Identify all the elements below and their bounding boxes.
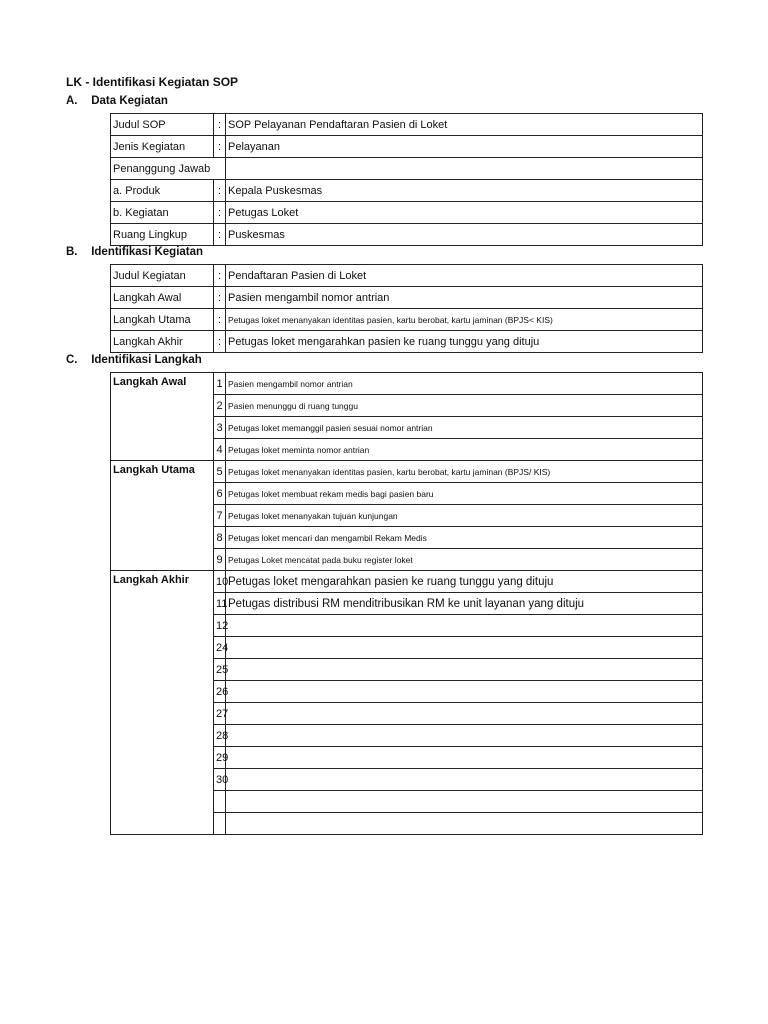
step-number: 26 [214, 681, 226, 703]
row-value: Pasien mengambil nomor antrian [226, 287, 703, 309]
table-row [111, 287, 703, 309]
step-number: 12 [214, 615, 226, 637]
page-title: LK - Identifikasi Kegiatan SOP [66, 75, 239, 89]
table-row [111, 114, 703, 136]
row-label: Penanggung Jawab [111, 158, 226, 180]
colon-separator: : [214, 180, 226, 202]
row-label: Langkah Akhir [111, 331, 214, 353]
step-number: 11 [214, 593, 226, 615]
section-a-letter: A. [66, 95, 78, 107]
step-number: 6 [214, 483, 226, 505]
table-row [111, 224, 703, 246]
step-text [226, 615, 703, 637]
row-value: Petugas loket menanyakan identitas pasien, kartu berobat, kartu jaminan (BPJS< KIS) [226, 309, 703, 331]
row-label: b. Kegiatan [111, 202, 214, 224]
step-number [214, 791, 226, 813]
row-value: SOP Pelayanan Pendaftaran Pasien di Loket [226, 114, 703, 136]
step-text: Pasien mengambil nomor antrian [226, 373, 703, 395]
colon-separator: : [214, 114, 226, 136]
table-row [111, 331, 703, 353]
step-number: 24 [214, 637, 226, 659]
row-value: Kepala Puskesmas [226, 180, 703, 202]
row-value [226, 158, 703, 180]
stage-langkah-akhir: Langkah Akhir [111, 571, 214, 835]
step-text: Petugas loket memanggil pasien sesuai nomor antrian [226, 417, 703, 439]
data-kegiatan-table [110, 113, 703, 246]
table-row [111, 265, 703, 287]
step-text [226, 681, 703, 703]
row-label: Judul Kegiatan [111, 265, 214, 287]
step-text [226, 637, 703, 659]
step-number: 9 [214, 549, 226, 571]
step-text: Petugas loket menanyakan tujuan kunjungan [226, 505, 703, 527]
section-c-letter: C. [66, 354, 78, 366]
step-number: 8 [214, 527, 226, 549]
step-number: 3 [214, 417, 226, 439]
step-text: Petugas loket membuat rekam medis bagi pasien baru [226, 483, 703, 505]
step-number: 28 [214, 725, 226, 747]
row-value: Petugas Loket [226, 202, 703, 224]
colon-separator: : [214, 309, 226, 331]
table-row [111, 202, 703, 224]
identifikasi-kegiatan-table [110, 264, 703, 353]
step-number [214, 813, 226, 835]
colon-separator: : [214, 287, 226, 309]
step-number: 2 [214, 395, 226, 417]
step-text [226, 725, 703, 747]
table-row [111, 571, 703, 593]
table-row [111, 158, 703, 180]
step-text: Petugas distribusi RM menditribusikan RM ke unit layanan yang dituju [226, 593, 703, 615]
table-row [111, 373, 703, 395]
step-text: Petugas Loket mencatat pada buku register loket [226, 549, 703, 571]
step-number: 25 [214, 659, 226, 681]
step-number: 4 [214, 439, 226, 461]
colon-separator: : [214, 331, 226, 353]
step-number: 30 [214, 769, 226, 791]
stage-langkah-utama: Langkah Utama [111, 461, 214, 571]
step-number: 10 [214, 571, 226, 593]
row-value: Pelayanan [226, 136, 703, 158]
step-text [226, 769, 703, 791]
step-text [226, 659, 703, 681]
row-label: a. Produk [111, 180, 214, 202]
step-text [226, 813, 703, 835]
row-label: Langkah Awal [111, 287, 214, 309]
row-value: Puskesmas [226, 224, 703, 246]
section-a-heading [66, 95, 168, 107]
step-text: Pasien menunggu di ruang tunggu [226, 395, 703, 417]
table-row [111, 136, 703, 158]
step-text [226, 791, 703, 813]
section-c-title: Identifikasi Langkah [91, 354, 202, 366]
section-c-heading [66, 354, 202, 366]
section-b-heading [66, 246, 203, 258]
row-label: Jenis Kegiatan [111, 136, 214, 158]
section-a-title: Data Kegiatan [91, 95, 168, 107]
table-row [111, 180, 703, 202]
colon-separator: : [214, 224, 226, 246]
step-text [226, 747, 703, 769]
row-label: Judul SOP [111, 114, 214, 136]
row-label: Ruang Lingkup [111, 224, 214, 246]
step-text: Petugas loket menanyakan identitas pasien, kartu berobat, kartu jaminan (BPJS/ KIS) [226, 461, 703, 483]
step-text: Petugas loket mencari dan mengambil Rekam Medis [226, 527, 703, 549]
step-number: 1 [214, 373, 226, 395]
step-text: Petugas loket meminta nomor antrian [226, 439, 703, 461]
table-row [111, 309, 703, 331]
step-text: Petugas loket mengarahkan pasien ke ruang tunggu yang dituju [226, 571, 703, 593]
step-number: 27 [214, 703, 226, 725]
section-b-letter: B. [66, 246, 78, 258]
step-text [226, 703, 703, 725]
identifikasi-langkah-table [110, 372, 703, 835]
step-number: 7 [214, 505, 226, 527]
colon-separator: : [214, 136, 226, 158]
row-value: Petugas loket mengarahkan pasien ke ruang tunggu yang dituju [226, 331, 703, 353]
colon-separator: : [214, 265, 226, 287]
table-row [111, 461, 703, 483]
step-number: 5 [214, 461, 226, 483]
stage-langkah-awal: Langkah Awal [111, 373, 214, 461]
row-label: Langkah Utama [111, 309, 214, 331]
section-b-title: Identifikasi Kegiatan [91, 246, 204, 258]
row-value: Pendaftaran Pasien di Loket [226, 265, 703, 287]
step-number: 29 [214, 747, 226, 769]
colon-separator: : [214, 202, 226, 224]
